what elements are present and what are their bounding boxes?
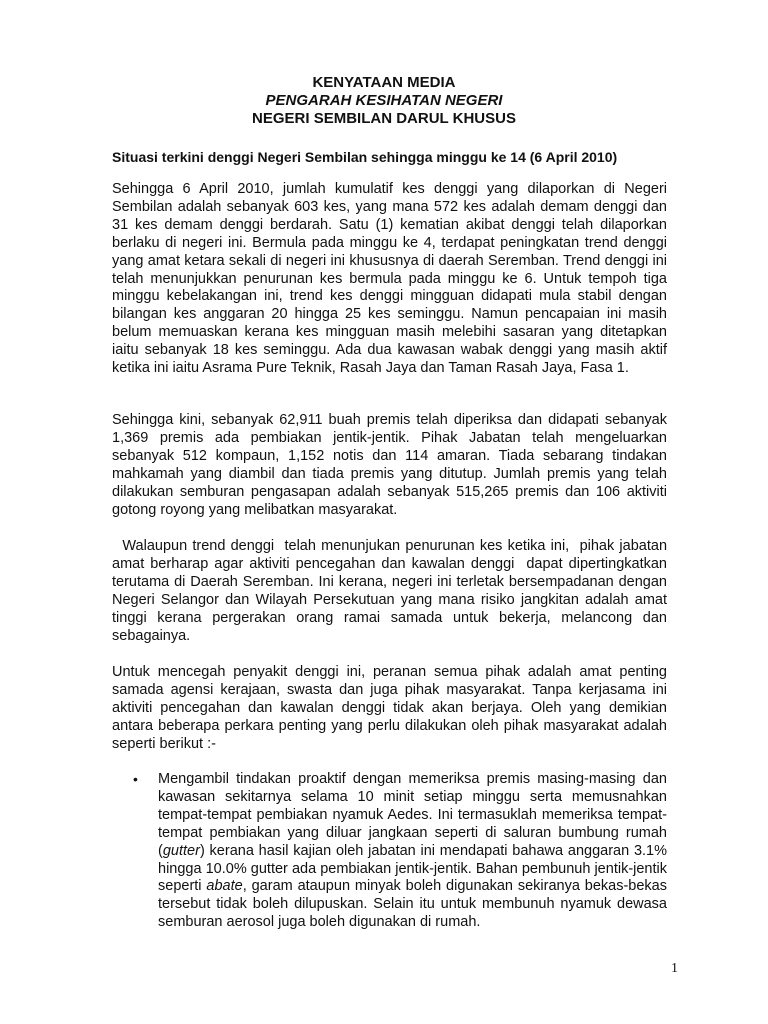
- paragraph-trend-concern: Walaupun trend denggi telah menunjukan penurunan kes ketika ini, pihak jabatan amat berharap agar aktiviti pencegahan dan kawalan denggi dapat dipertingkatkan terutama di Daerah Seremban. Ini kerana, negeri ini terletak bersempadanan dengan Negeri Selangor dan Wilayah Persekutuan yang mana risiko jangkitan adalah amat tinggi kerana pergerakan orang ramai samada untuk bekerja, melancong dan sebagainya.: [112, 538, 672, 644]
- bullet-text-part2: ) kerana hasil kajian oleh jabatan ini mendapati bahawa anggaran 3.1% hingga 10.0% gutter ada pembiakan jentik-jentik. Bahan pembunuh jentik-jentik seperti: [158, 842, 667, 895]
- bullet-text-part3: , garam ataupun minyak boleh digunakan sekiranya bekas-bekas tersebut tidak boleh dilupuskan. Selain itu untuk membunuh nyamuk dewasa semburan aerosol juga boleh digunakan di rumah.: [158, 878, 667, 931]
- paragraph-case-summary: Sehingga 6 April 2010, jumlah kumulatif kes denggi yang dilaporkan di Negeri Sembilan adalah sebanyak 603 kes, yang mana 572 kes adalah demam denggi dan 31 kes demam denggi berdarah. Satu (1) kematian akibat denggi telah dilaporkan berlaku di negeri ini. Bermula pada minggu ke 4, terdapat peningkatan trend denggi yang amat ketara sekali di negeri ini khususnya di daerah Seremban. Trend denggi ini telah menunjukkan penurunan kes bermula pada minggu ke 6. Untuk tempoh tiga minggu kebelakangan ini, trend kes denggi mingguan didapati mula stabil dengan bilangan kes anggaran 20 hingga 25 kes seminggu. Namun pencapaian ini masih belum memuaskan kerana kes mingguan masih melebihi sasaran yang ditetapkan iaitu sebanyak 18 kes seminggu. Ada dua kawasan wabak denggi yang masih aktif ketika ini iaitu Asrama Pure Teknik, Rasah Jaya dan Taman Rasah Jaya, Fasa 1.: [112, 181, 667, 377]
- header-line-director: PENGARAH KESIHATAN NEGERI: [265, 92, 503, 109]
- document-header: [0, 74, 768, 128]
- document-subtitle: Situasi terkini denggi Negeri Sembilan sehingga minggu ke 14 (6 April 2010): [112, 149, 618, 165]
- header-line-media-statement: KENYATAAN MEDIA: [312, 74, 456, 91]
- bullet-text: [158, 771, 667, 932]
- list-item: [112, 771, 667, 932]
- header-line-state: NEGERI SEMBILAN DARUL KHUSUS: [252, 110, 516, 127]
- action-list: [112, 771, 667, 932]
- paragraph-community-role: Untuk mencegah penyakit denggi ini, peranan semua pihak adalah amat penting samada agensi kerajaan, swasta dan juga pihak masyarakat. Tanpa kerjasama ini aktiviti pencegahan dan kawalan denggi tidak akan berjaya. Oleh yang demikian antara beberapa perkara penting yang perlu dilakukan oleh pihak masyarakat adalah seperti berikut :-: [112, 664, 667, 752]
- page-number: 1: [671, 961, 678, 976]
- bullet-text-gutter: gutter: [162, 842, 200, 859]
- bullet-icon: •: [133, 771, 138, 787]
- bullet-text-abate: abate: [206, 878, 243, 895]
- bullet-text-part1: Mengambil tindakan proaktif dengan memeriksa premis masing-masing dan kawasan sekitarnya selama 10 minit setiap minggu serta memusnahkan tempat-tempat pembiakan nyamuk Aedes. Ini termasuklah memeriksa tempat-tempat pembiakan yang diluar jangkaan seperti di saluran bumbung rumah (: [158, 771, 667, 859]
- paragraph-inspections: Sehingga kini, sebanyak 62,911 buah premis telah diperiksa dan didapati sebanyak 1,369 premis ada pembiakan jentik-jentik. Pihak Jabatan telah mengeluarkan sebanyak 512 kompaun, 1,152 notis dan 114 amaran. Tiada sebarang tindakan mahkamah yang diambil dan tiada premis yang ditutup. Jumlah premis yang telah dilakukan semburan pengasapan adalah sebanyak 515,265 premis dan 106 aktiviti gotong royong yang melibatkan masyarakat.: [112, 412, 667, 518]
